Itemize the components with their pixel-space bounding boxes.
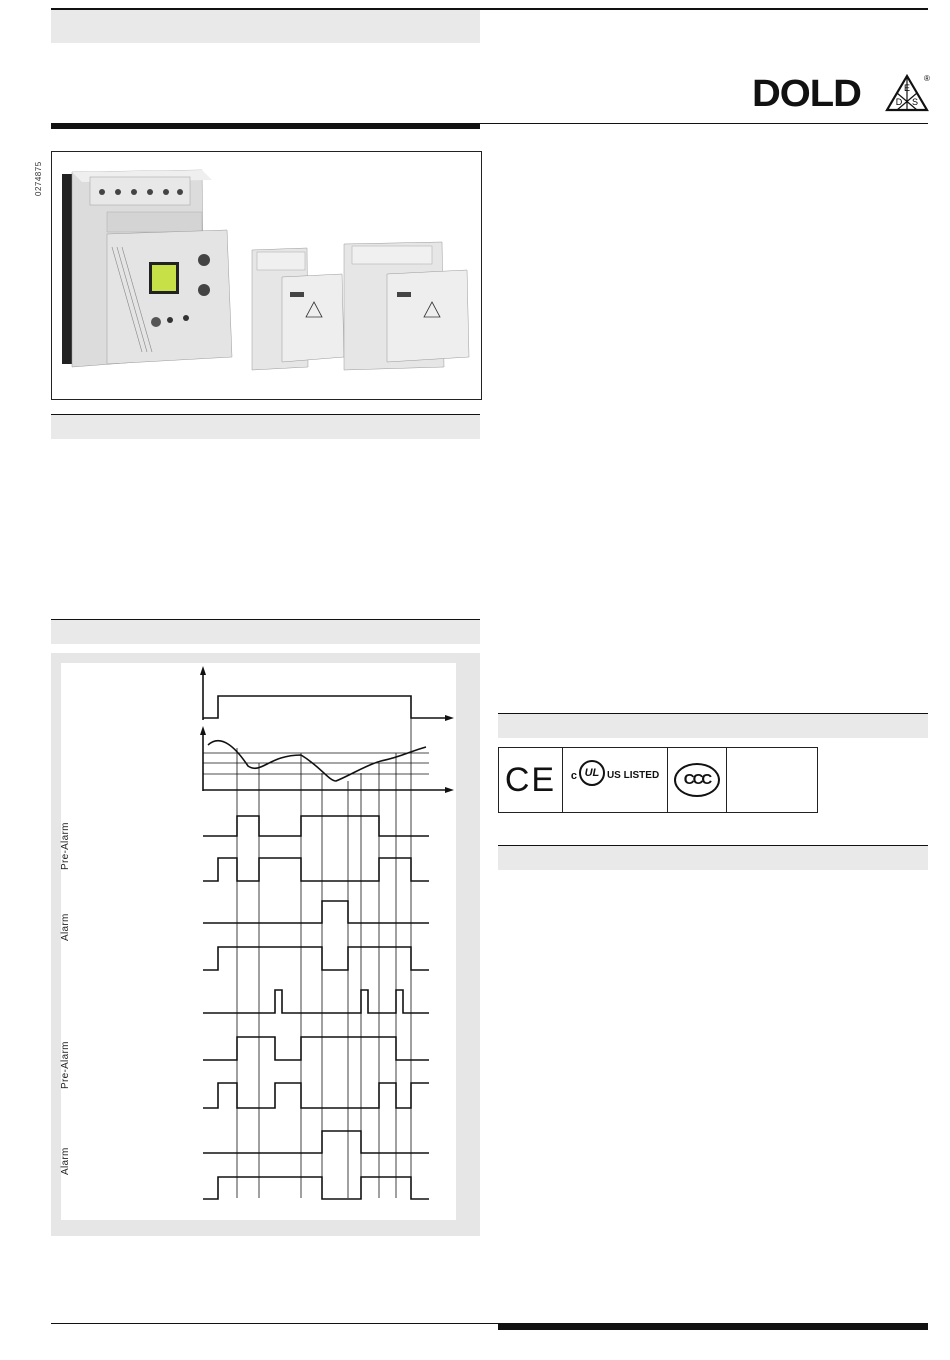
right-section-bar-1 xyxy=(498,714,928,738)
footer-rule-left xyxy=(51,1323,499,1324)
header-bottom-rule-thick xyxy=(51,123,480,129)
ccc-mark-cell xyxy=(668,748,727,812)
eds-letter-d: D xyxy=(895,97,903,107)
timing-diagram-svg xyxy=(61,663,456,1220)
ul-listed-icon: UL xyxy=(579,760,605,786)
ul-listed-text: US LISTED xyxy=(606,770,660,781)
eds-letter-s: S xyxy=(911,97,919,107)
label-pre-alarm-2: Pre-Alarm xyxy=(60,1041,71,1089)
label-pre-alarm-1: Pre-Alarm xyxy=(60,822,71,870)
right-section-bar-2 xyxy=(498,846,928,870)
timing-diagram xyxy=(61,663,456,1220)
eds-letter-e: E xyxy=(903,83,911,93)
ul-listed-cell xyxy=(563,748,668,812)
ce-mark: CE xyxy=(504,760,557,799)
registered-mark: ® xyxy=(924,74,930,83)
dold-logo: DOLD xyxy=(752,73,861,115)
certification-table xyxy=(498,747,818,813)
product-photo xyxy=(51,151,482,400)
section-bar-2 xyxy=(51,620,480,644)
ce-mark-cell xyxy=(499,748,563,812)
section-bar-1 xyxy=(51,415,480,439)
product-photo-illustration xyxy=(52,152,481,399)
label-alarm-1: Alarm xyxy=(60,913,71,941)
footer-rule-right xyxy=(498,1323,928,1330)
ul-prefix: c xyxy=(570,770,577,782)
header-gray-bar xyxy=(51,10,480,43)
label-alarm-2: Alarm xyxy=(60,1147,71,1175)
header-bottom-rule-thin xyxy=(480,123,928,124)
cert-empty-cell xyxy=(727,748,817,812)
photo-id: 0274875 xyxy=(34,161,43,196)
ccc-mark-icon: CCC xyxy=(674,763,720,797)
eds-triangle-icon xyxy=(885,72,933,114)
